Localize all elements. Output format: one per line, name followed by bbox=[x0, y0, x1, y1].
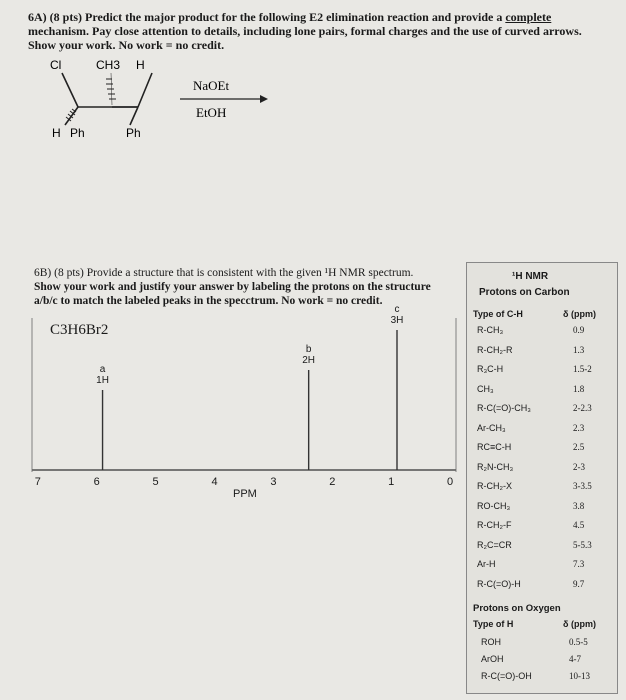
table-row-shift: 1.3 bbox=[573, 344, 585, 355]
table-row-type: R₂C=CR bbox=[477, 539, 512, 550]
table-row-shift: 3.8 bbox=[573, 500, 585, 511]
oxygen-row-type: R-C(=O)-OH bbox=[481, 671, 532, 681]
oxygen-row-type: ArOH bbox=[481, 654, 504, 664]
axis-tick-label: 5 bbox=[152, 476, 159, 488]
table-title: ¹H NMR bbox=[512, 271, 549, 282]
nmr-reference-table bbox=[466, 262, 618, 694]
table-row-type: R-CH₂-X bbox=[477, 481, 512, 491]
table-row-type: CH₃ bbox=[477, 383, 494, 394]
table-row-shift: 2.5 bbox=[573, 442, 585, 452]
axis-label: PPM bbox=[233, 488, 257, 500]
q6b-text-3: a/b/c to match the labeled peaks in the specctrum. bbox=[34, 295, 279, 307]
table-row-type: RO-CH₃ bbox=[477, 500, 511, 511]
q6b-text-1: Provide a structure that is consistent with the given ¹H NMR spectrum. bbox=[86, 267, 414, 279]
table-row-type: R-C(=O)-CH₃ bbox=[477, 403, 531, 413]
table-row-type: RC≡C-H bbox=[477, 442, 512, 452]
table-row-shift: 4.5 bbox=[573, 520, 585, 530]
table-row-type: R₂N-CH₃ bbox=[477, 461, 514, 472]
peak-integration: 1H bbox=[96, 375, 109, 386]
table-row-shift: 1.8 bbox=[573, 383, 585, 394]
q6a-no-work: No work = no credit. bbox=[118, 38, 225, 52]
oxygen-row-shift: 10-13 bbox=[569, 671, 590, 681]
q6a-underlined: complete bbox=[505, 10, 552, 24]
q6b-text-2b: labeling the protons on the structure bbox=[251, 281, 431, 293]
table-row-shift: 5-5.3 bbox=[573, 539, 592, 550]
solvent-label: EtOH bbox=[196, 105, 227, 120]
oxygen-row-type: ROH bbox=[481, 637, 501, 647]
q6b-text-2a: Show your work and justify your answer by bbox=[34, 281, 250, 293]
axis-tick-label: 2 bbox=[329, 476, 336, 488]
table-row-type: R₃C-H bbox=[477, 364, 504, 374]
q6a-text-2: mechanism. Pay close attention to details, including lone pairs, formal charges and the use of curved arrows. Show your work. bbox=[28, 24, 582, 52]
col-shift-header: δ (ppm) bbox=[563, 309, 596, 319]
table-row-shift: 7.3 bbox=[573, 559, 585, 569]
oxygen-row-shift: 0.5-5 bbox=[569, 637, 588, 647]
peak-letter: a bbox=[99, 364, 106, 375]
peak-label-c bbox=[382, 304, 412, 326]
table-row-shift: 9.7 bbox=[573, 578, 585, 589]
oxygen-title: Protons on Oxygen bbox=[473, 603, 561, 614]
reactant-structure bbox=[40, 55, 270, 145]
peak-letter: b bbox=[305, 344, 312, 355]
peak-label-b bbox=[294, 344, 324, 366]
question-6b bbox=[34, 266, 464, 308]
col-type-h-header: Type of H bbox=[473, 619, 514, 629]
table-row-shift: 2-3 bbox=[573, 461, 585, 472]
h-top-label: H bbox=[136, 58, 145, 72]
axis-tick-label: 1 bbox=[388, 476, 395, 488]
axis-tick-label: 6 bbox=[93, 476, 100, 488]
table-row-type: R-C(=O)-H bbox=[477, 578, 521, 589]
oxygen-row-shift: 4-7 bbox=[569, 654, 581, 664]
ch3-label: CH3 bbox=[96, 58, 121, 72]
axis-tick-label: 7 bbox=[34, 476, 41, 488]
table-row-type: R-CH₂-F bbox=[477, 520, 512, 530]
h-bottom-label: H bbox=[52, 126, 61, 140]
axis-tick-label: 0 bbox=[447, 476, 454, 488]
peak-letter: c bbox=[394, 304, 400, 315]
table-row-type: Ar-H bbox=[477, 559, 496, 569]
col-shift-header-o: δ (ppm) bbox=[563, 619, 596, 629]
table-subtitle: Protons on Carbon bbox=[479, 287, 570, 298]
q6b-number: 6B) (8 pts) bbox=[34, 267, 84, 279]
table-row-type: R-CH₂-R bbox=[477, 344, 513, 355]
cl-label: Cl bbox=[50, 58, 62, 72]
ph-left-label: Ph bbox=[70, 126, 85, 140]
peak-integration: 2H bbox=[302, 355, 316, 366]
table-row-shift: 0.9 bbox=[573, 325, 585, 335]
table-row-shift: 2.3 bbox=[573, 422, 585, 433]
table-row-type: R-CH₃ bbox=[477, 325, 504, 335]
nmr-spectrum bbox=[28, 304, 460, 518]
table-row-shift: 1.5-2 bbox=[573, 364, 592, 374]
table-row-shift: 3-3.5 bbox=[573, 481, 592, 491]
question-6a bbox=[28, 10, 588, 52]
molecular-formula: C3H6Br2 bbox=[50, 322, 109, 338]
q6b-no-work: No work = no credit. bbox=[281, 295, 383, 307]
q6a-text-1: Predict the major product for the following E2 elimination reaction and provide a bbox=[85, 10, 503, 24]
reagent-label: NaOEt bbox=[193, 78, 230, 93]
q6a-number: 6A) (8 pts) bbox=[28, 10, 82, 24]
axis-tick-label: 3 bbox=[270, 476, 277, 488]
axis-tick-label: 4 bbox=[211, 476, 218, 488]
table-row-shift: 2-2.3 bbox=[573, 403, 592, 413]
table-row-type: Ar-CH₃ bbox=[477, 422, 506, 433]
peak-integration: 3H bbox=[390, 315, 404, 326]
col-type-header: Type of C-H bbox=[473, 309, 523, 319]
ph-right-label: Ph bbox=[126, 126, 141, 140]
peak-label-a bbox=[88, 364, 118, 386]
